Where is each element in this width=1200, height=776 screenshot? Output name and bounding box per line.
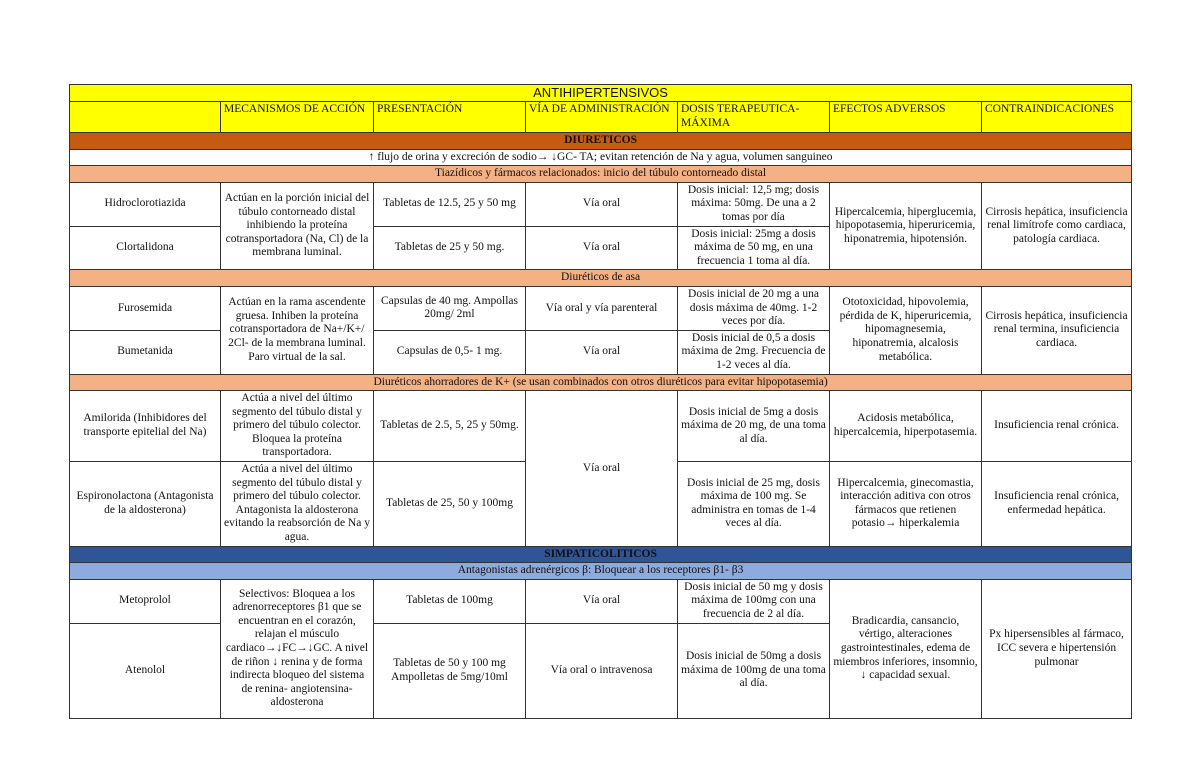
- mechanism-cell: Actúa a nivel del último segmento del túbulo distal y primero del túbulo colector. Antagonista la aldosterona evitando la reabsorción de Na y agua.: [221, 462, 374, 547]
- contraindications-cell: Insuficiencia renal crónica, enfermedad hepática.: [982, 462, 1132, 547]
- table-title: ANTIHIPERTENSIVOS: [70, 85, 1132, 102]
- mechanism-cell: Selectivos: Bloquea a los adrenorreceptores β1 que se encuentran en el corazón, relajan el músculo cardiaco→↓FC→↓GC. A nivel de riñon ↓ renina y de forma indirecta bloqueo del sistema de renina- angiotensina- aldosterona: [221, 579, 374, 718]
- drug-name: Furosemida: [70, 286, 221, 330]
- drug-name: Hidroclorotiazida: [70, 182, 221, 226]
- drug-name: Metoprolol: [70, 579, 221, 623]
- dose-cell: Dosis inicial de 50mg a dosis máxima de 100mg de una toma al día.: [678, 623, 830, 718]
- table-row: [70, 182, 1132, 226]
- dose-cell: Dosis inicial de 5mg a dosis máxima de 20 mg, de una toma al día.: [678, 391, 830, 462]
- header-cell: EFECTOS ADVERSOS: [830, 102, 982, 133]
- subsection-label: Antagonistas adrenérgicos β: Bloquear a los receptores β1- β3: [70, 563, 1132, 580]
- mechanism-cell: Actúa a nivel del último segmento del túbulo distal y primero del túbulo colector. Bloquea la proteína transportadora.: [221, 391, 374, 462]
- route-cell: Vía oral o intravenosa: [526, 623, 678, 718]
- presentation-cell: Tabletas de 2.5, 5, 25 y 50mg.: [374, 391, 526, 462]
- dose-cell: Dosis inicial: 25mg a dosis máxima de 50 mg, en una frecuencia 1 toma al día.: [678, 226, 830, 270]
- presentation-cell: Tabletas de 50 y 100 mg Ampolletas de 5mg/10ml: [374, 623, 526, 718]
- subsection-label: Tiazídicos y fármacos relacionados: inicio del túbulo contorneado distal: [70, 166, 1132, 183]
- antihipertensivos-table: [69, 84, 1132, 719]
- contraindications-cell: Cirrosis hepática, insuficiencia renal termina, insuficiencia cardiaca.: [982, 286, 1132, 374]
- route-cell: Vía oral: [526, 226, 678, 270]
- header-cell: VÍA DE ADMINISTRACIÓN: [526, 102, 678, 133]
- dose-cell: Dosis inicial de 0,5 a dosis máxima de 2mg. Frecuencia de 1-2 veces al día.: [678, 330, 830, 374]
- route-cell: Vía oral: [526, 391, 678, 547]
- presentation-cell: Capsulas de 0,5- 1 mg.: [374, 330, 526, 374]
- route-cell: Vía oral y vía parenteral: [526, 286, 678, 330]
- route-cell: Vía oral: [526, 182, 678, 226]
- drug-name: Bumetanida: [70, 330, 221, 374]
- section-band-simpaticoliticos: SIMPATICOLITICOS: [70, 546, 1132, 563]
- contraindications-cell: Cirrosis hepática, insuficiencia renal limítrofe como cardiaca, patología cardiaca.: [982, 182, 1132, 270]
- drug-name: Atenolol: [70, 623, 221, 718]
- adverse-effects-cell: Acidosis metabólica, hipercalcemia, hiperpotasemia.: [830, 391, 982, 462]
- presentation-cell: Tabletas de 12.5, 25 y 50 mg: [374, 182, 526, 226]
- contraindications-cell: Insuficiencia renal crónica.: [982, 391, 1132, 462]
- adverse-effects-cell: Ototoxicidad, hipovolemia, pérdida de K, hiperuricemia, hipomagnesemia, hiponatremia, alcalosis metabólica.: [830, 286, 982, 374]
- subsection-label: Diuréticos ahorradores de K+ (se usan combinados con otros diuréticos para evitar hipopotasemia): [70, 374, 1132, 391]
- adverse-effects-cell: Hipercalcemia, ginecomastia, interacción aditiva con otros fármacos que retienen potasio→ hiperkalemia: [830, 462, 982, 547]
- section-band-diureticos: DIURETICOS: [70, 133, 1132, 150]
- route-cell: Vía oral: [526, 330, 678, 374]
- contraindications-cell: Px hipersensibles al fármaco, ICC severa e hipertensión pulmonar: [982, 579, 1132, 718]
- adverse-effects-cell: Bradicardia, cansancio, vértigo, alteraciones gastrointestinales, edema de miembros inferiores, insomnio, ↓ capacidad sexual.: [830, 579, 982, 718]
- header-row: [70, 102, 1132, 133]
- table-row: [70, 391, 1132, 462]
- dose-cell: Dosis inicial de 25 mg, dosis máxima de 100 mg. Se administra en tomas de 1-4 veces al día.: [678, 462, 830, 547]
- dose-cell: Dosis inicial de 20 mg a una dosis máxima de 40mg. 1-2 veces por día.: [678, 286, 830, 330]
- table-row: [70, 579, 1132, 623]
- header-cell: PRESENTACIÓN: [374, 102, 526, 133]
- mechanism-cell: Actúan en la rama ascendente gruesa. Inhiben la proteína cotransportadora de Na+/K+/ 2Cl- de la membrana luminal. Paro virtual de la sal.: [221, 286, 374, 374]
- drug-name: Amilorida (Inhibidores del transporte epitelial del Na): [70, 391, 221, 462]
- section-note: ↑ flujo de orina y excreción de sodio→ ↓GC- TA; evitan retención de Na y agua, volumen sanguineo: [70, 149, 1132, 166]
- drug-name: Espironolactona (Antagonista de la aldosterona): [70, 462, 221, 547]
- presentation-cell: Tabletas de 100mg: [374, 579, 526, 623]
- dose-cell: Dosis inicial de 50 mg y dosis máxima de 100mg con una frecuencia de 2 al día.: [678, 579, 830, 623]
- header-cell: CONTRAINDICACIONES: [982, 102, 1132, 133]
- dose-cell: Dosis inicial: 12,5 mg; dosis máxima: 50mg. De una a 2 tomas por día: [678, 182, 830, 226]
- header-cell: [70, 102, 221, 133]
- header-cell: DOSIS TERAPEUTICA-MÁXIMA: [678, 102, 830, 133]
- mechanism-cell: Actúan en la porción inicial del túbulo contorneado distal inhibiendo la proteína cotransportadora (Na, Cl) de la membrana luminal.: [221, 182, 374, 270]
- subsection-label: Diuréticos de asa: [70, 270, 1132, 287]
- header-cell: MECANISMOS DE ACCIÓN: [221, 102, 374, 133]
- drug-name: Clortalidona: [70, 226, 221, 270]
- adverse-effects-cell: Hipercalcemia, hiperglucemia, hipopotasemia, hiperuricemia, hiponatremia, hipotensión.: [830, 182, 982, 270]
- presentation-cell: Tabletas de 25, 50 y 100mg: [374, 462, 526, 547]
- route-cell: Vía oral: [526, 579, 678, 623]
- table-row: [70, 286, 1132, 330]
- presentation-cell: Tabletas de 25 y 50 mg.: [374, 226, 526, 270]
- presentation-cell: Capsulas de 40 mg. Ampollas 20mg/ 2ml: [374, 286, 526, 330]
